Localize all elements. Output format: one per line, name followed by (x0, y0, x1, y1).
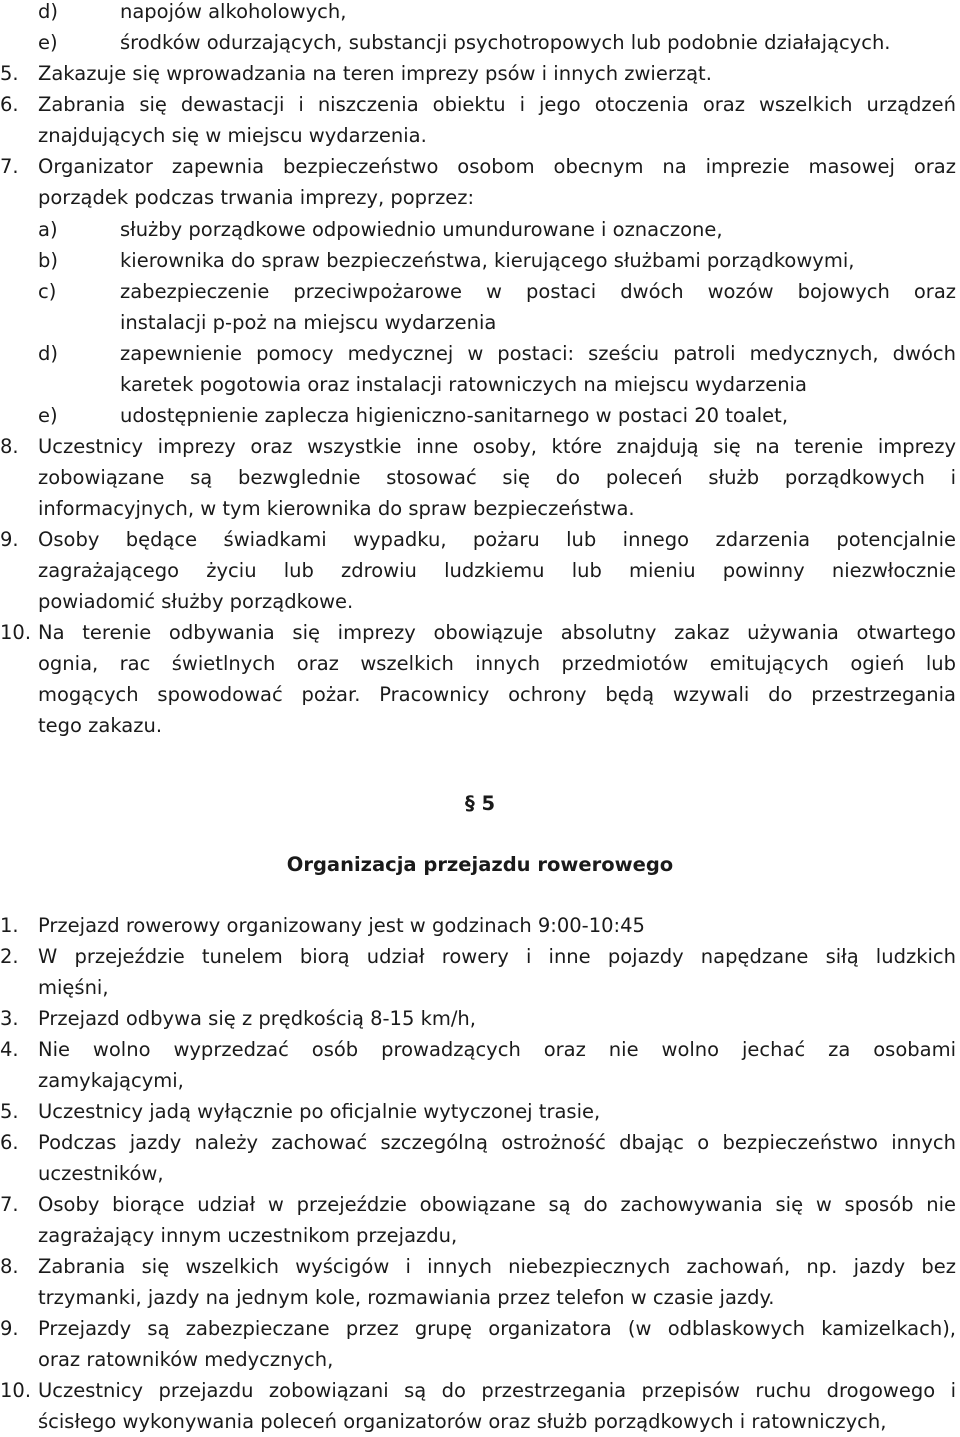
list-item-text: Osoby będące świadkami wypadku, pożaru lub innego zdarzenia potencjalnie (38, 528, 956, 551)
list-item-text: Zakazuje się wprowadzania na teren imprezy psów i innych zwierząt. (38, 62, 712, 85)
list-item-text: uczestników, (38, 1162, 164, 1185)
list-item-text: zapewnienie pomocy medycznej w postaci: sześciu patroli medycznych, dwóch (120, 342, 956, 365)
list-item-text: Podczas jazdy należy zachować szczególną ostrożność dbając o bezpieczeństwo innych (38, 1131, 956, 1154)
list-number: 10. (0, 1379, 32, 1402)
list-label: e) (38, 31, 58, 54)
section-mark: § 5 (464, 792, 496, 815)
list-label: c) (38, 280, 57, 303)
list-item-text: tego zakazu. (38, 714, 163, 737)
list-number: 6. (0, 93, 19, 116)
list-item-text: Zabrania się dewastacji i niszczenia obiektu i jego otoczenia oraz wszelkich urządzeń (38, 93, 956, 116)
list-item-text: Uczestnicy jadą wyłącznie po oficjalnie wytyczonej trasie, (38, 1100, 601, 1123)
list-number: 5. (0, 62, 19, 85)
list-item-text: mogących spowodować pożar. Pracownicy ochrony będą wzywali do przestrzegania (38, 683, 956, 706)
list-number: 1. (0, 914, 19, 937)
list-item-text: karetek pogotowia oraz instalacji ratowniczych na miejscu wydarzenia (120, 373, 807, 396)
list-item-text: Przejazd odbywa się z prędkością 8-15 km/h, (38, 1007, 476, 1030)
list-item-text: informacyjnych, w tym kierownika do spraw bezpieczeństwa. (38, 497, 635, 520)
list-item-text: zamykającymi, (38, 1069, 184, 1092)
list-item-text: powiadomić służby porządkowe. (38, 590, 354, 613)
list-number: 2. (0, 945, 19, 968)
list-item-text: zabezpieczenie przeciwpożarowe w postaci dwóch wozów bojowych oraz (120, 280, 956, 303)
list-item-text: Nie wolno wyprzedzać osób prowadzących oraz nie wolno jechać za osobami (38, 1038, 956, 1061)
list-item-text: znajdujących się w miejscu wydarzenia. (38, 124, 427, 147)
list-item-text: mięśni, (38, 976, 109, 999)
list-item-text: ścisłego wykonywania poleceń organizatorów oraz służb porządkowych i ratowniczych, (38, 1410, 887, 1433)
list-item-text: W przejeździe tunelem biorą udział rowery i inne pojazdy napędzane siłą ludzkich (38, 945, 956, 968)
list-item-text: Przejazd rowerowy organizowany jest w godzinach 9:00-10:45 (38, 914, 645, 937)
list-number: 3. (0, 1007, 19, 1030)
list-item-text: kierownika do spraw bezpieczeństwa, kierującego służbami porządkowymi, (120, 249, 855, 272)
list-item-text: Uczestnicy przejazdu zobowiązani są do przestrzegania przepisów ruchu drogowego i (38, 1379, 956, 1402)
list-number: 10. (0, 621, 32, 644)
list-number: 8. (0, 1255, 19, 1278)
list-item-text: Uczestnicy imprezy oraz wszystkie inne osoby, które znajdują się na terenie imprezy (38, 435, 956, 458)
list-item-text: Zabrania się wszelkich wyścigów i innych niebezpiecznych zachowań, np. jazdy bez (38, 1255, 956, 1278)
list-item-text: zagrażającego życiu lub zdrowiu ludzkiemu lub mieniu powinny niezwłocznie (38, 559, 956, 582)
list-item-text: napojów alkoholowych, (120, 0, 347, 23)
list-label: a) (38, 218, 58, 241)
list-item-text: Osoby biorące udział w przejeździe obowiązane są do zachowywania się w sposób nie (38, 1193, 956, 1216)
list-number: 6. (0, 1131, 19, 1154)
list-label: d) (38, 0, 58, 23)
list-item-text: oraz ratowników medycznych, (38, 1348, 334, 1371)
section-title: Organizacja przejazdu rowerowego (286, 853, 674, 876)
list-label: b) (38, 249, 58, 272)
list-label: d) (38, 342, 58, 365)
list-item-text: trzymanki, jazdy na jednym kole, rozmawiania przez telefon w czasie jazdy. (38, 1286, 775, 1309)
list-number: 7. (0, 155, 19, 178)
list-item-text: ognia, rac świetlnych oraz wszelkich innych przedmiotów emitujących ogień lub (38, 652, 956, 675)
list-item-text: Przejazdy są zabezpieczane przez grupę organizatora (w odblaskowych kamizelkach), (38, 1317, 956, 1340)
list-item-text: instalacji p-poż na miejscu wydarzenia (120, 311, 497, 334)
list-number: 9. (0, 528, 19, 551)
list-item-text: środków odurzających, substancji psychotropowych lub podobnie działających. (120, 31, 891, 54)
list-item-text: porządek podczas trwania imprezy, poprzez: (38, 186, 475, 209)
list-item-text: Organizator zapewnia bezpieczeństwo osobom obecnym na imprezie masowej oraz (38, 155, 956, 178)
list-number: 4. (0, 1038, 19, 1061)
list-label: e) (38, 404, 58, 427)
list-item-text: udostępnienie zaplecza higieniczno-sanitarnego w postaci 20 toalet, (120, 404, 789, 427)
list-item-text: Na terenie odbywania się imprezy obowiązuje absolutny zakaz używania otwartego (38, 621, 956, 644)
list-number: 8. (0, 435, 19, 458)
list-number: 9. (0, 1317, 19, 1340)
list-item-text: zagrażający innym uczestnikom przejazdu, (38, 1224, 458, 1247)
list-item-text: zobowiązane są bezwglednie stosować się do poleceń służb porządkowych i (38, 466, 956, 489)
list-number: 5. (0, 1100, 19, 1123)
list-number: 7. (0, 1193, 19, 1216)
list-item-text: służby porządkowe odpowiednio umundurowane i oznaczone, (120, 218, 723, 241)
